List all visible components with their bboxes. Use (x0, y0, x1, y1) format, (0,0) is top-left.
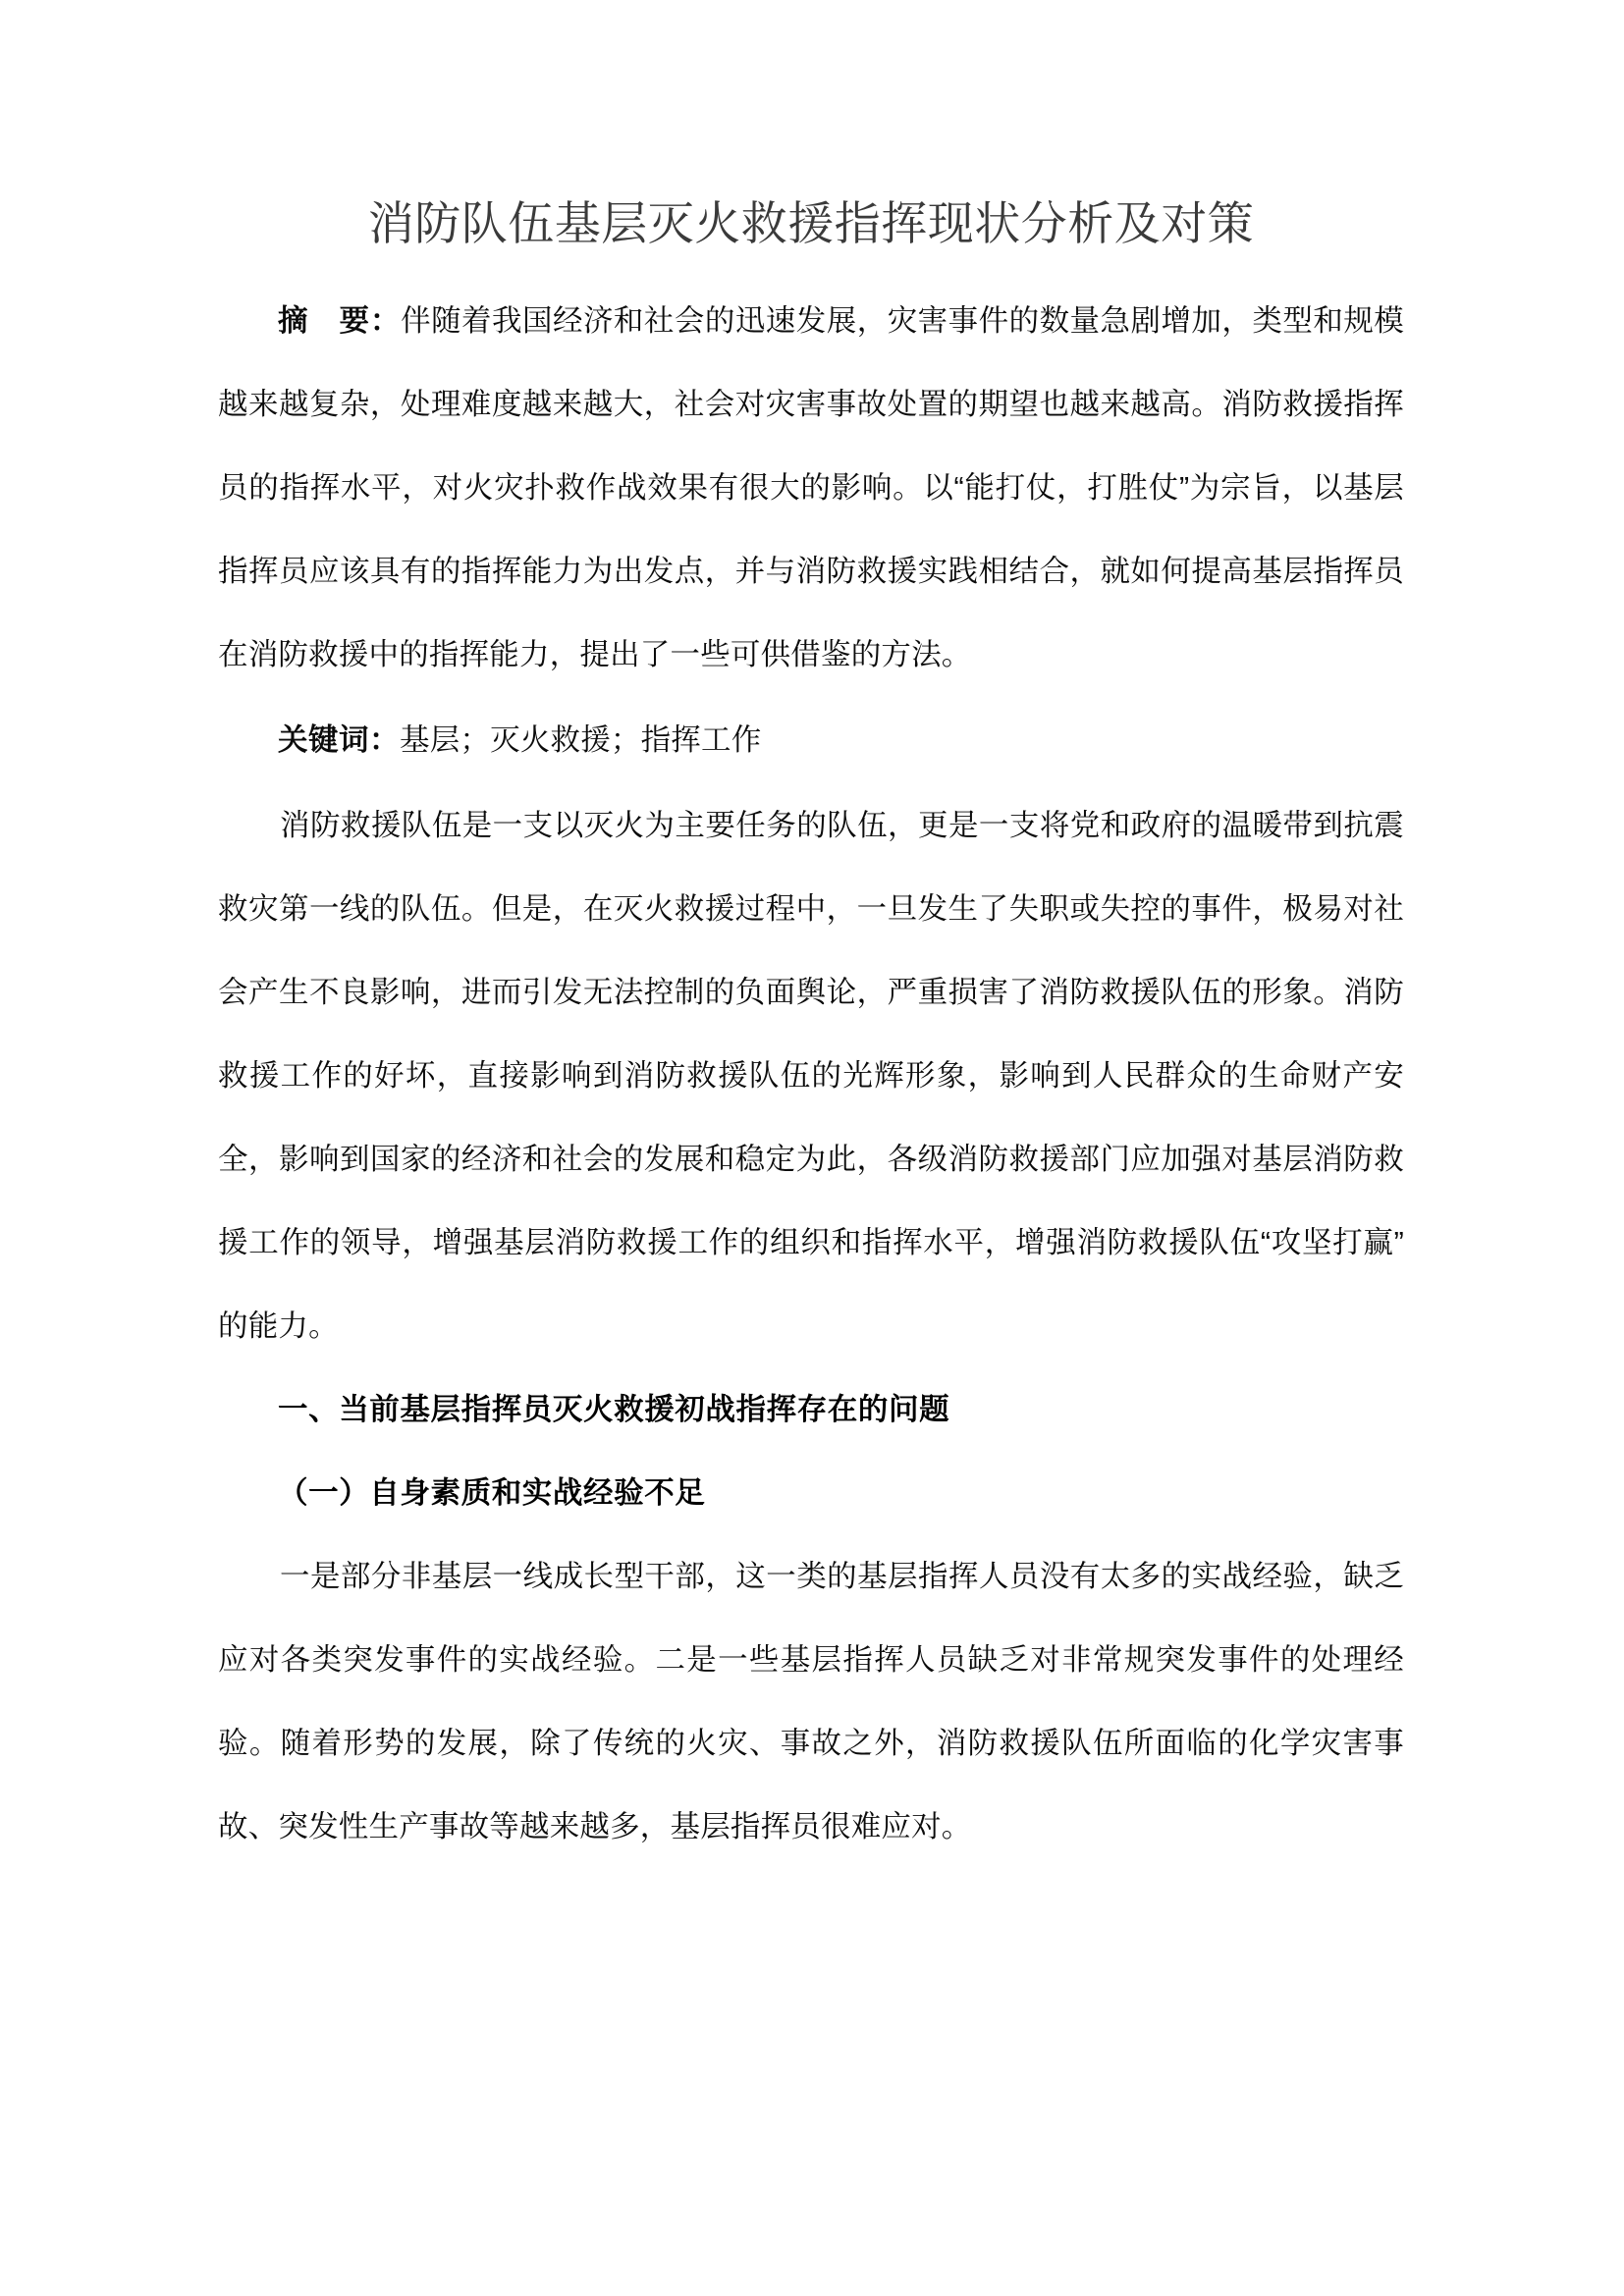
subsection-heading-1-1: （一）自身素质和实战经验不足 (278, 1476, 706, 1511)
abstract-paragraph (218, 280, 1404, 697)
keywords-paragraph (218, 699, 1404, 782)
abstract-label: 摘 要： (278, 304, 402, 339)
abstract-text: 伴随着我国经济和社会的迅速发展，灾害事件的数量急剧增加，类型和规模越来越复杂，处理难度越来越大，社会对灾害事故处置的期望也越来越高。消防救援指挥员的指挥水平，对火灾扑救作战效果有很大的影响。以“能打仗，打胜仗”为宗旨，以基层指挥员应该具有的指挥能力为出发点，并与消防救援实践相结合，就如何提高基层指挥员在消防救援中的指挥能力，提出了一些可供借鉴的方法。 (218, 304, 1404, 672)
keywords-label: 关键词： (278, 723, 400, 758)
subsection-paragraph: 一是部分非基层一线成长型干部，这一类的基层指挥人员没有太多的实战经验，缺乏应对各类突发事件的实战经验。二是一些基层指挥人员缺乏对非常规突发事件的处理经验。随着形势的发展，除了传统的火灾、事故之外，消防救援队伍所面临的化学灾害事故、突发性生产事故等越来越多，基层指挥员很难应对。 (218, 1560, 1404, 1844)
section-heading-1: 一、当前基层指挥员灭火救援初战指挥存在的问题 (278, 1393, 950, 1427)
keywords-text: 基层；灭火救援；指挥工作 (400, 723, 762, 758)
intro-paragraph: 消防救援队伍是一支以灭火为主要任务的队伍，更是一支将党和政府的温暖带到抗震救灾第一线的队伍。但是，在灭火救援过程中，一旦发生了失职或失控的事件，极易对社会产生不良影响，进而引发无法控制的负面舆论，严重损害了消防救援队伍的形象。消防救援工作的好坏，直接影响到消防救援队伍的光辉形象，影响到人民群众的生命财产安全，影响到国家的经济和社会的发展和稳定为此，各级消防救援部门应加强对基层消防救援工作的领导，增强基层消防救援工作的组织和指挥水平，增强消防救援队伍“攻坚打赢”的能力。 (218, 809, 1404, 1344)
page-title: 消防队伍基层灭火救援指挥现状分析及对策 (367, 197, 1255, 249)
document-content (218, 192, 1404, 1869)
